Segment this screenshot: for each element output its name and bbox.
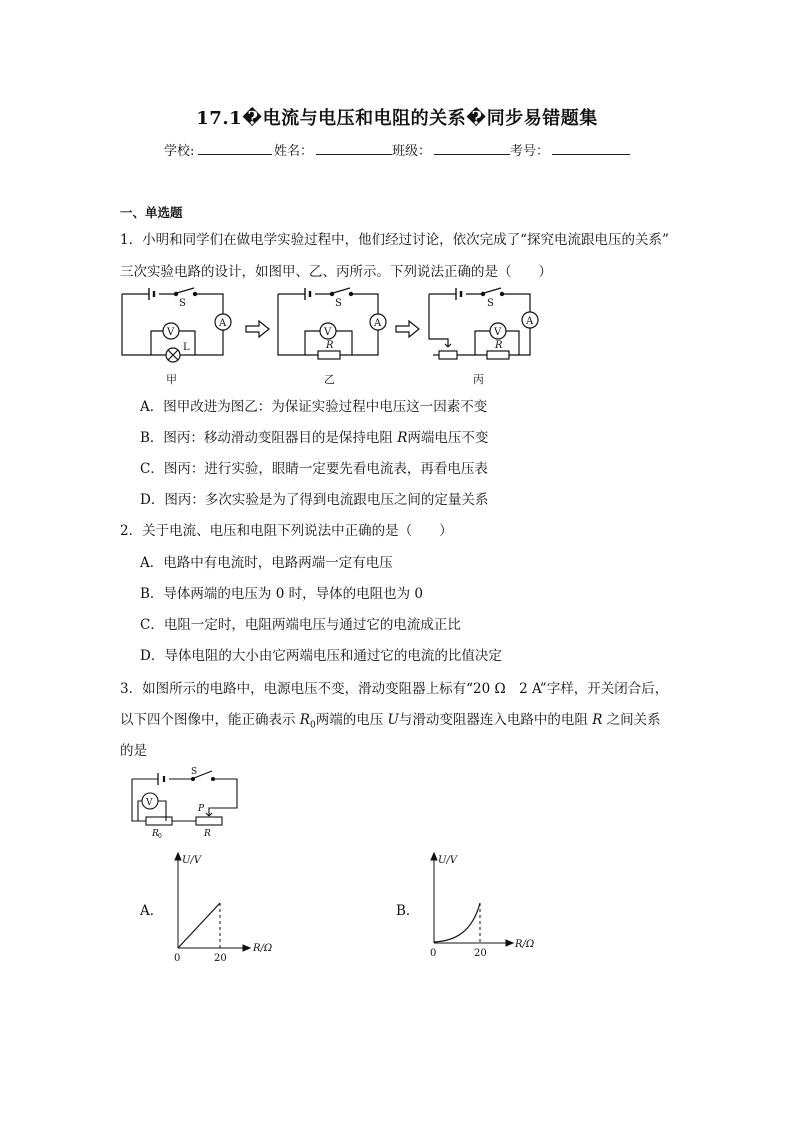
q3-line2-mid2: 与滑动变阻器连入电路中的电阻	[398, 712, 593, 728]
graph-b-xlabel: R/Ω	[515, 939, 535, 950]
q1-stem-line1: 1．小明和同学们在做电学实验过程中，他们经过讨论，依次完成了“探究电流跟电压的关系”	[120, 232, 669, 248]
name-blank[interactable]	[316, 140, 392, 155]
page-title: 17.1�电流与电压和电阻的关系�同步易错题集	[196, 108, 598, 129]
q1-option-a[interactable]: A．图甲改进为图乙：为保证实验过程中电压这一因素不变	[140, 399, 488, 415]
rheostat-icon	[196, 817, 222, 825]
q3-line2-post: 之间关系	[602, 712, 661, 728]
voltmeter-label: V	[167, 327, 175, 338]
q3-line2-r: R	[592, 712, 603, 728]
ammeter-label: A	[219, 318, 227, 329]
caption-jia: 甲	[166, 373, 177, 386]
q3-line2-r0-sub: 0	[309, 720, 316, 731]
r0-label: R	[152, 829, 159, 839]
graph-b-xtick: 20	[474, 948, 487, 959]
q2-stem: 2．关于电流、电压和电阻下列说法中正确的是（ ）	[120, 523, 453, 539]
q2-option-d[interactable]: D．导体电阻的大小由它两端电压和通过它的电流的比值决定	[140, 648, 502, 664]
circuit-jia	[122, 288, 231, 362]
circuit-bing	[429, 288, 538, 359]
school-label: 学校:	[164, 144, 195, 159]
caption-yi: 乙	[324, 373, 335, 386]
ammeter-label: A	[526, 316, 534, 327]
graph-a-xtick: 20	[214, 953, 227, 964]
class-label: 班级：	[392, 144, 432, 159]
q1-option-b-pre: B．图丙：移动滑动变阻器目的是保持电阻	[140, 430, 398, 446]
r-label: R	[204, 829, 211, 839]
switch-label: S	[179, 298, 186, 309]
q3-option-b[interactable]: B．	[396, 903, 420, 919]
q1-option-b[interactable]	[140, 426, 488, 446]
name-label: 姓名：	[274, 144, 314, 159]
q3-stem-line1: 3．如图所示的电路中，电源电压不变，滑动变阻器上标有“20 Ω 2 A”字样，开关闭合后，	[120, 681, 669, 697]
ammeter-label: A	[374, 318, 382, 329]
q1-circuit-figures	[115, 284, 555, 390]
school-blank[interactable]	[198, 140, 272, 155]
graph-b-origin: 0	[430, 948, 437, 959]
exam-no-blank[interactable]	[552, 140, 630, 155]
r0-sub-label: 0	[158, 833, 162, 840]
q3-graph-a	[160, 845, 275, 965]
q1-stem-line2: 三次实验电路的设计，如图甲、乙、丙所示。下列说法正确的是（ ）	[120, 264, 552, 280]
q3-stem-line3: 的是	[120, 743, 147, 759]
class-blank[interactable]	[434, 140, 510, 155]
q2-option-b[interactable]: B．导体两端的电压为 0 时，导体的电阻也为 0	[140, 586, 423, 602]
arrow-icon	[396, 321, 419, 337]
slider-label: P	[198, 804, 205, 814]
q1-option-d[interactable]: D．图丙：多次实验是为了得到电流跟电压之间的定量关系	[140, 492, 489, 508]
q3-line2-pre: 以下四个图像中，能正确表示	[120, 712, 300, 728]
q1-option-b-var: R	[397, 430, 408, 446]
q2-option-a[interactable]: A．电路中有电流时，电路两端一定有电压	[140, 555, 393, 571]
q3-stem-line2	[120, 708, 661, 731]
q3-line2-r0: R	[299, 712, 310, 728]
q3-line2-u: U	[387, 712, 399, 728]
graph-a-origin: 0	[174, 953, 181, 964]
q3-option-a[interactable]: A．	[140, 903, 164, 919]
rheostat-icon	[439, 351, 457, 359]
switch-label: S	[335, 298, 342, 309]
switch-label: S	[487, 298, 494, 309]
graph-a-ylabel: U/V	[182, 855, 202, 866]
lamp-label: L	[183, 342, 190, 353]
voltmeter-label: V	[494, 327, 502, 338]
graph-a-line	[178, 903, 220, 948]
resistor-icon	[318, 351, 340, 359]
resistor-label: R	[495, 340, 503, 351]
switch-label: S	[191, 767, 198, 777]
r0-resistor-icon	[146, 817, 172, 825]
voltmeter-label: V	[146, 798, 153, 808]
q1-option-b-post: 两端电压不变	[407, 430, 489, 446]
resistor-label: R	[326, 340, 334, 351]
arrow-icon	[246, 321, 269, 337]
exam-no-label: 考号：	[510, 144, 550, 159]
q3-circuit	[120, 765, 245, 840]
graph-a-xlabel: R/Ω	[253, 943, 273, 954]
graph-b-ylabel: U/V	[438, 855, 458, 866]
q1-option-c[interactable]: C．图丙：进行实验，眼睛一定要先看电流表，再看电压表	[140, 461, 488, 477]
q2-option-c[interactable]: C．电阻一定时，电阻两端电压与通过它的电流成正比	[140, 617, 461, 633]
voltmeter-label: V	[324, 327, 332, 338]
q3-graph-b	[416, 845, 541, 965]
section-heading: 一、单选题	[120, 205, 183, 220]
caption-bing: 丙	[473, 373, 484, 386]
q3-line2-mid: 两端的电压	[315, 712, 388, 728]
graph-b-curve	[434, 903, 480, 942]
resistor-icon	[487, 351, 509, 359]
